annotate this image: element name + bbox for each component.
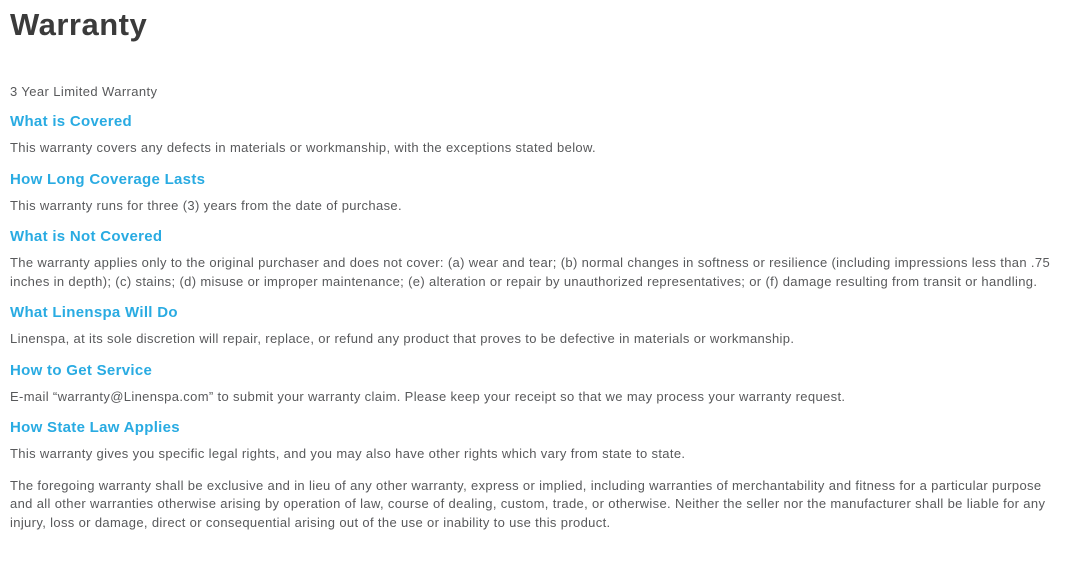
section-heading: What Linenspa Will Do: [10, 304, 178, 321]
section-what-is-not-covered: [10, 228, 1057, 291]
section-body: E-mail “warranty@Linenspa.com” to submit your warranty claim. Please keep your receipt so that we may process your warranty request.: [10, 388, 846, 404]
section-what-linenspa-will-do: [10, 304, 1057, 349]
section-heading: How State Law Applies: [10, 419, 180, 436]
section-what-is-covered: [10, 113, 1057, 158]
section-how-to-get-service: [10, 362, 1057, 407]
section-body: The warranty applies only to the original purchaser and does not cover: (a) wear and tear; (b) normal changes in softness or resilience (including impressions less than .75 inches in depth); (c) stains; (d) misuse or improper maintenance; (e) alteration or repair by unauthorized representatives; or (f) damage resulting from transit or handling.: [10, 255, 1051, 289]
section-heading: How Long Coverage Lasts: [10, 170, 206, 188]
section-body: This warranty gives you specific legal rights, and you may also have other rights which vary from state to state.: [10, 446, 686, 461]
section-body: Linenspa, at its sole discretion will repair, replace, or refund any product that proves to be defective in materials or workmanship.: [10, 331, 795, 346]
section-body: This warranty runs for three (3) years from the date of purchase.: [10, 197, 402, 213]
section-how-long-coverage-lasts: [10, 171, 1057, 216]
warranty-duration-text: 3 Year Limited Warranty: [10, 84, 158, 99]
disclaimer-paragraph: The foregoing warranty shall be exclusive and in lieu of any other warranty, express or implied, including warranties of merchantability and fitness for a particular purpose and all other warranties otherwise arising by operation of law, course of dealing, custom, trade, or otherwise. Neither the seller nor the manufacturer shall be liable for any injury, loss or damage, direct or consequential arising out of the use or inability to use this product.: [10, 477, 1046, 530]
section-heading: What is Not Covered: [10, 228, 163, 245]
section-body: This warranty covers any defects in materials or workmanship, with the exceptions stated below.: [10, 140, 596, 155]
section-heading: What is Covered: [10, 113, 133, 130]
page-title: Warranty: [10, 7, 148, 42]
section-how-state-law-applies: [10, 419, 1057, 464]
section-heading: How to Get Service: [10, 361, 153, 379]
